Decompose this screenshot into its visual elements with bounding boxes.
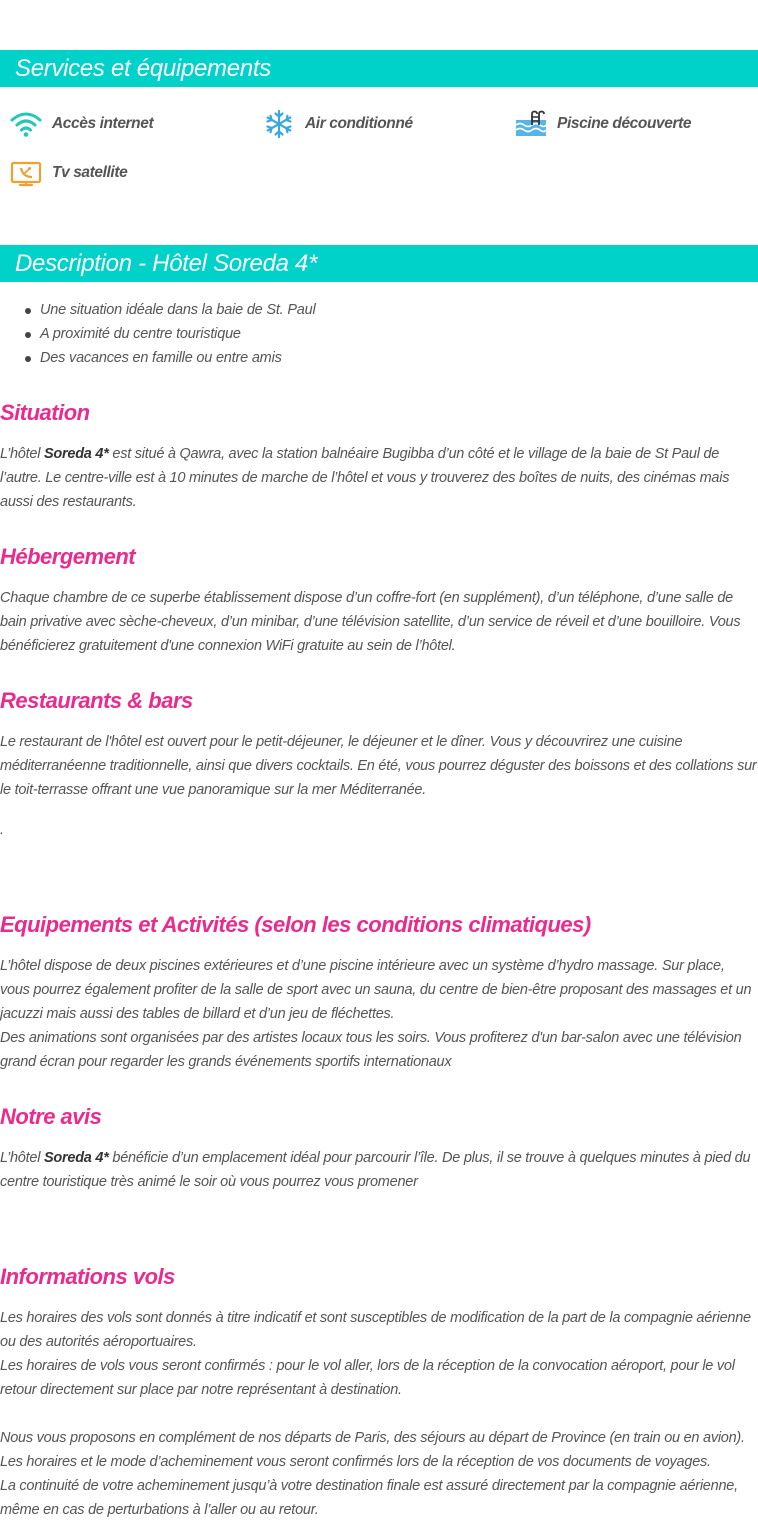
vols-text-1: Les horaires des vols sont donnés à titre indicatif et sont susceptibles de modification de la part de la compagnie aérienne ou des autorités aéroportuaires.	[0, 1310, 751, 1350]
amenity-internet	[10, 110, 153, 138]
amenity-label: Tv satellite	[52, 164, 128, 181]
amenity-label: Accès internet	[52, 115, 154, 132]
amenity-satellite-tv	[10, 159, 127, 187]
hebergement-text: Chaque chambre de ce superbe établissement dispose d’un coffre-fort (en supplément), d’un téléphone, d’une salle de bain privative avec sèche-cheveux, d’un minibar, d’une télévision satellite, d’un service de réveil et d’une bouilloire. Vous bénéficierez gratuitement d'une connexion WiFi gratuite au sein de l’hôtel.	[0, 590, 741, 654]
amenity-label: Piscine découverte	[557, 115, 692, 132]
avis-heading: Notre avis	[0, 1104, 102, 1129]
amenity-pool	[515, 110, 691, 138]
avis-text: L’hôtel Soreda 4* bénéficie d’un emplacement idéal pour parcourir l’île. De plus, il se trouve à quelques minutes à pied du centre touristique très animé le soir où vous pourrez vous promener	[0, 1150, 751, 1190]
list-item: Une situation idéale dans la baie de St. Paul	[0, 298, 316, 322]
vols-heading: Informations vols	[0, 1264, 175, 1289]
vols-text-5: La continuité de votre acheminement jusqu’à votre destination finale est assuré directement par la compagnie aérienne, même en cas de perturbations à l’aller ou au retour.	[0, 1478, 738, 1518]
situation-heading: Situation	[0, 400, 90, 425]
hotel-name: Soreda 4*	[43, 446, 109, 462]
stray-dot: .	[0, 822, 4, 838]
pool-icon	[515, 110, 547, 138]
amenity-air-conditioning	[263, 110, 413, 138]
restaurants-text: Le restaurant de l'hôtel est ouvert pour le petit-déjeuner, le déjeuner et le dîner. Vous y découvrirez une cuisine méditerranéenne traditionnelle, ainsi que divers cocktails. En été, vous pourrez déguster des boissons et des collations sur le toit-terrasse offrant une vue panoramique sur la mer Méditerranée.	[0, 734, 757, 798]
animations-text: Des animations sont organisées par des artistes locaux tous les soirs. Vous profiterez d'un bar-salon avec une télévision grand écran pour regarder les grands événements sportifs internationaux	[0, 1030, 742, 1070]
hotel-name: Soreda 4*	[43, 1150, 109, 1166]
vols-text-2: Les horaires de vols vous seront confirmés : pour le vol aller, lors de la réception de la convocation aéroport, pour le vol retour directement sur place par notre représentant à destination.	[0, 1358, 735, 1398]
vols-text-4: Les horaires et le mode d’acheminement vous seront confirmés lors de la réception de vos documents de voyages.	[0, 1454, 711, 1470]
list-item: Des vacances en famille ou entre amis	[0, 346, 316, 370]
situation-text: L’hôtel Soreda 4* est situé à Qawra, avec la station balnéaire Bugibba d’un côté et le village de la baie de St Paul de l’autre. Le centre-ville est à 10 minutes de marche de l’hôtel et vous y trouverez des boîtes de nuits, des cinémas mais aussi des restaurants.	[0, 446, 730, 510]
list-item: A proximité du centre touristique	[0, 322, 316, 346]
restaurants-heading: Restaurants & bars	[0, 688, 193, 713]
hebergement-heading: Hébergement	[0, 544, 136, 569]
snowflake-icon	[263, 110, 295, 138]
vols-text-3: Nous vous proposons en complément de nos départs de Paris, des séjours au départ de Province (en train ou en avion).	[0, 1430, 745, 1446]
services-title: Services et équipements	[0, 50, 758, 87]
wifi-icon	[10, 110, 42, 138]
satellite-tv-icon	[10, 159, 42, 187]
amenity-label: Air conditionné	[305, 115, 413, 132]
highlights-list	[0, 298, 316, 370]
equipements-heading: Equipements et Activités (selon les conditions climatiques)	[0, 912, 591, 937]
description-title: Description - Hôtel Soreda 4*	[0, 245, 758, 282]
equipements-text: L’hôtel dispose de deux piscines extérieures et d’une piscine intérieure avec un système d’hydro massage. Sur place, vous pourrez également profiter de la salle de sport avec un sauna, du centre de bien-être proposant des massages et un jacuzzi mais aussi des tables de billard et d’un jeu de fléchettes.	[0, 958, 752, 1022]
